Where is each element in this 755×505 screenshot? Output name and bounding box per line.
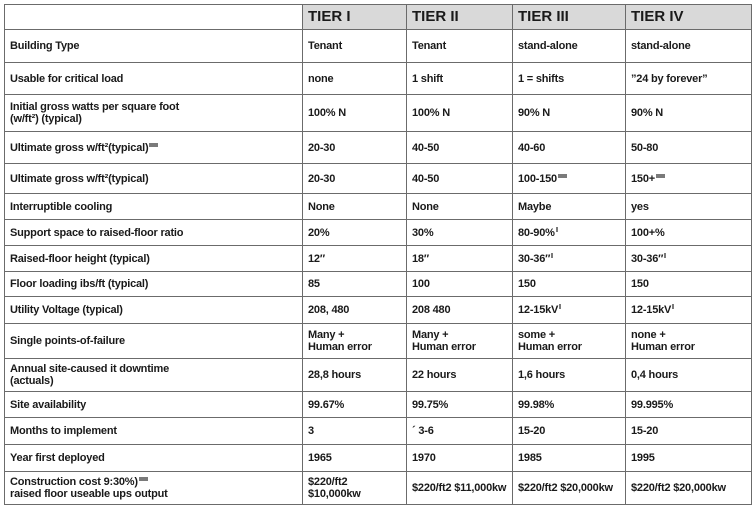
row-label-line-1: Construction cost 9:30%) [10,476,297,488]
row-label: Support space to raised-floor ratio [5,220,303,246]
cell-tier-2: Tenant [407,30,513,63]
cell-tier-3: 150 [513,272,626,297]
row-label: Year first deployed [5,445,303,472]
cell-tier-2: 40-50 [407,132,513,164]
row-label-line-2: raised floor useable ups output [10,488,168,500]
cell-tier-4: none + Human error [626,324,752,359]
row-annual-downtime [5,359,752,392]
row-construction-cost [5,472,752,505]
header-tier-4: TIER IV [626,5,752,30]
row-label [5,95,303,132]
cell-tier-2: 1970 [407,445,513,472]
cell-tier-1: 3 [303,418,407,445]
cell-tier-1: 99.67% [303,392,407,418]
cell-tier-4: 50-80 [626,132,752,164]
footnote-mark-icon [551,253,553,258]
cell-tier-3: $220/ft2 $20,000kw [513,472,626,505]
row-label: Months to implement [5,418,303,445]
row-label [5,359,303,392]
cell-tier-4: 100+% [626,220,752,246]
row-raised-floor-height [5,246,752,272]
cell-tier-1: 100% N [303,95,407,132]
cell-tier-4: $220/ft2 $20,000kw [626,472,752,505]
cell-tier-3: 12-15kV [513,297,626,324]
cell-tier-4: 0,4 hours [626,359,752,392]
row-site-availability [5,392,752,418]
cell-tier-1: None [303,194,407,220]
cell-tier-1: 12″ [303,246,407,272]
row-ultimate-gross-1 [5,132,752,164]
row-label-line-1: Annual site-caused it downtime [10,363,170,375]
row-utility-voltage [5,297,752,324]
row-label [5,472,303,505]
cell-tier-3: 80-90% [513,220,626,246]
cell-tier-2: None [407,194,513,220]
cell-tier-4: 12-15kV [626,297,752,324]
cell-tier-4: 99.995% [626,392,752,418]
cell-tier-3: 1 = shifts [513,63,626,95]
row-label: Floor loading ibs/ft (typical) [5,272,303,297]
cell-tier-1: 85 [303,272,407,297]
footnote-mark-icon [556,227,558,232]
header-tier-1: TIER I [303,5,407,30]
footnote-mark-icon [656,174,665,178]
cell-tier-1: Tenant [303,30,407,63]
cell-tier-3: 90% N [513,95,626,132]
row-support-space-ratio [5,220,752,246]
row-label: Raised-floor height (typical) [5,246,303,272]
cell-tier-1: 20% [303,220,407,246]
row-label: Building Type [5,30,303,63]
row-floor-loading [5,272,752,297]
cell-tier-3: 15-20 [513,418,626,445]
row-ultimate-gross-2 [5,164,752,194]
footnote-mark-icon [558,174,567,178]
cell-tier-2: 208 480 [407,297,513,324]
cell-tier-2: 18″ [407,246,513,272]
cell-tier-2: 100% N [407,95,513,132]
cell-tier-4: 150+ [626,164,752,194]
cell-tier-4: 1995 [626,445,752,472]
row-single-points-failure [5,324,752,359]
cell-tier-2: 30% [407,220,513,246]
cell-tier-4: 15-20 [626,418,752,445]
row-label: Ultimate gross w/ft²(typical) [5,132,303,164]
cell-tier-2: 99.75% [407,392,513,418]
cell-tier-3: Maybe [513,194,626,220]
footnote-mark-icon [664,253,666,258]
header-row [5,5,752,30]
cell-tier-4: 30-36″ [626,246,752,272]
cell-tier-3: 1,6 hours [513,359,626,392]
row-label: Ultimate gross w/ft²(typical) [5,164,303,194]
row-usable-critical-load [5,63,752,95]
row-building-type [5,30,752,63]
cell-tier-3: 30-36″ [513,246,626,272]
cell-tier-2: 1 shift [407,63,513,95]
row-months-to-implement [5,418,752,445]
row-initial-gross-watts [5,95,752,132]
cell-tier-3: 100-150 [513,164,626,194]
footnote-mark-icon [559,304,561,309]
cell-tier-1: $220/ft2 $10,000kw [303,472,407,505]
row-label-line-2: (w/ft²) (typical) [10,113,82,125]
cell-tier-1: none [303,63,407,95]
footnote-mark-icon [672,304,674,309]
cell-tier-4: ”24 by forever” [626,63,752,95]
cell-tier-4: 150 [626,272,752,297]
row-label: Interruptible cooling [5,194,303,220]
cell-tier-2: Many + Human error [407,324,513,359]
cell-tier-3: 40-60 [513,132,626,164]
cell-tier-1: 1965 [303,445,407,472]
cell-tier-3: stand-alone [513,30,626,63]
cell-tier-4: 90% N [626,95,752,132]
tier-comparison-table [4,4,752,505]
cell-tier-3: 1985 [513,445,626,472]
cell-tier-1: 28,8 hours [303,359,407,392]
cell-tier-3: some + Human error [513,324,626,359]
header-tier-2: TIER II [407,5,513,30]
cell-tier-2: $220/ft2 $11,000kw [407,472,513,505]
cell-tier-2: 22 hours [407,359,513,392]
row-year-first-deployed [5,445,752,472]
footnote-mark-icon [149,143,158,147]
cell-tier-2: 100 [407,272,513,297]
row-label: Utility Voltage (typical) [5,297,303,324]
row-label-line-1: Initial gross watts per square foot [10,101,180,113]
row-label-line-2: (actuals) [10,375,54,387]
header-tier-3: TIER III [513,5,626,30]
row-interruptible-cooling [5,194,752,220]
cell-tier-4: yes [626,194,752,220]
cell-tier-1: 20-30 [303,132,407,164]
cell-tier-1: 20-30 [303,164,407,194]
cell-tier-3: 99.98% [513,392,626,418]
cell-tier-1: Many + Human error [303,324,407,359]
row-label: Usable for critical load [5,63,303,95]
cell-tier-2: 40-50 [407,164,513,194]
footnote-mark-icon [139,477,148,481]
row-label: Single points-of-failure [5,324,303,359]
row-label: Site availability [5,392,303,418]
cell-tier-4: stand-alone [626,30,752,63]
header-corner [5,5,303,30]
cell-tier-1: 208, 480 [303,297,407,324]
cell-tier-2: ´ 3-6 [407,418,513,445]
